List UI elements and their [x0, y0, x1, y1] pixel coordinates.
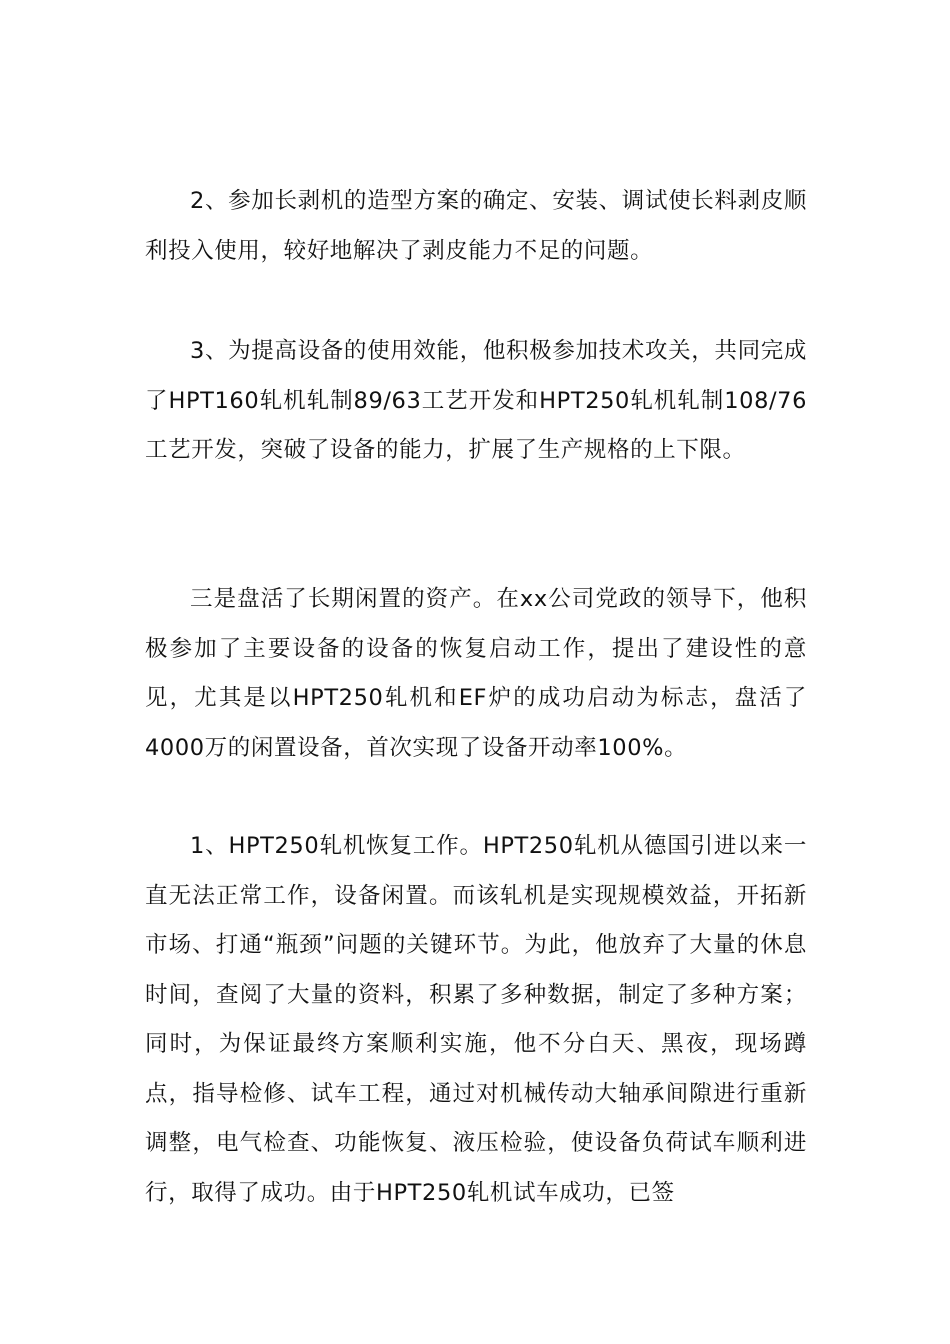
- paragraph-item-3: 3、为提高设备的使用效能，他积极参加技术攻关，共同完成了HPT160轧机轧制89/63工艺开发和HPT250轧机轧制108/76工艺开发，突破了设备的能力，扩展了生产规格的上下限。: [145, 338, 807, 463]
- paragraph-item-2: 2、参加长剥机的造型方案的确定、安装、调试使长料剥皮顺利投入使用，较好地解决了剥皮能力不足的问题。: [145, 188, 807, 264]
- paragraph-item-1-hpt250: 1、HPT250轧机恢复工作。HPT250轧机从德国引进以来一直无法正常工作，设备闲置。而该轧机是实现规模效益，开拓新市场、打通“瓶颈”问题的关键环节。为此，他放弃了大量的休息时间，查阅了大量的资料，积累了多种数据，制定了多种方案；同时，为保证最终方案顺利实施，他不分白天、黑夜，现场蹲点，指导检修、试车工程，通过对机械传动大轴承间隙进行重新调整，电气检查、功能恢复、液压检验，使设备负荷试车顺利进行，取得了成功。由于HPT250轧机试车成功，已签: [145, 833, 807, 1206]
- paragraph-section-three: 三是盘活了长期闲置的资产。在xx公司党政的领导下，他积极参加了主要设备的设备的恢复启动工作，提出了建设性的意见，尤其是以HPT250轧机和EF炉的成功启动为标志，盘活了4000万的闲置设备，首次实现了设备开动率100%。: [145, 586, 807, 761]
